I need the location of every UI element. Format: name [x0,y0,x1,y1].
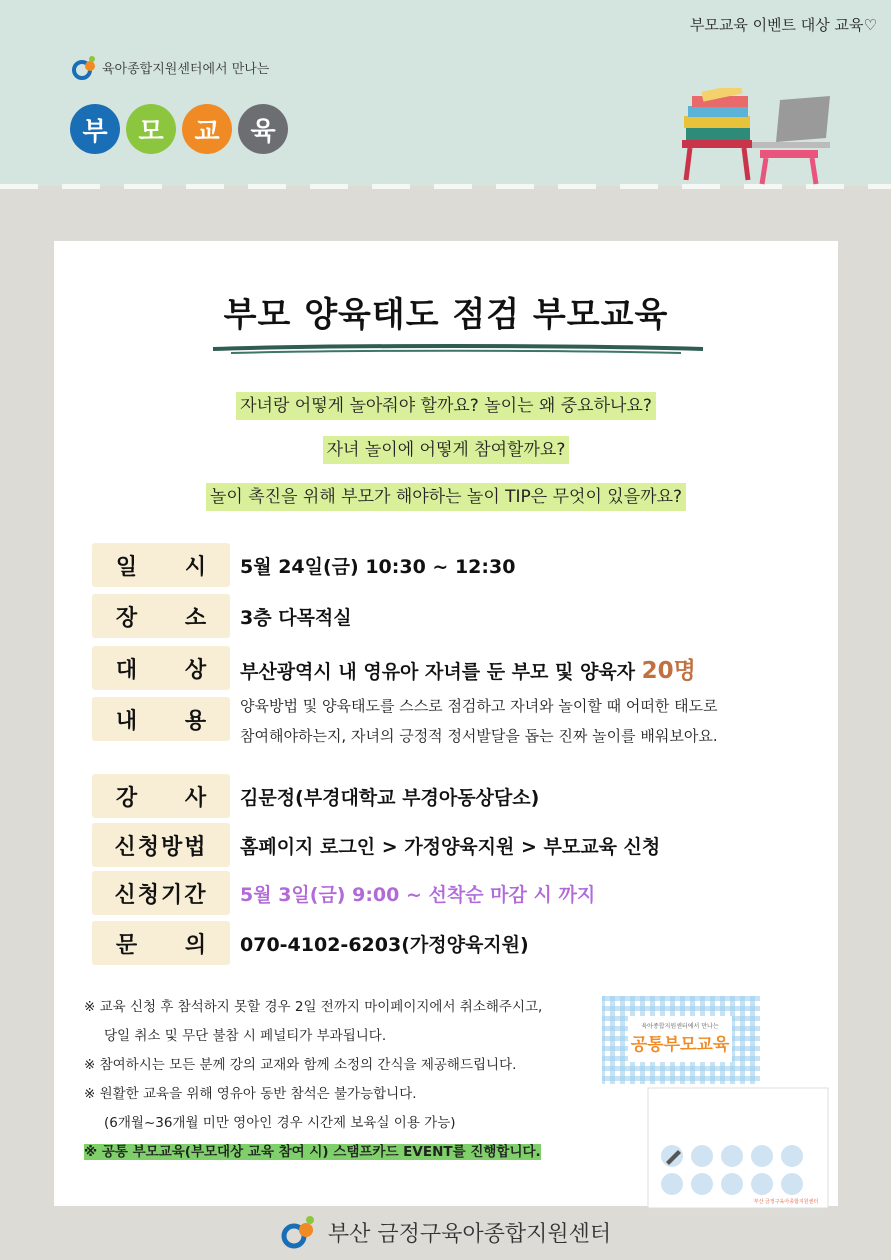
note-3: ※ 원활한 교육을 위해 영유아 동반 참석은 불가능합니다. [84,1086,417,1102]
method-label: 신청방법 [92,823,230,867]
detail-instructor [92,774,539,818]
detail-target [92,646,696,690]
title-underline [211,341,705,357]
question-2: 자녀 놀이에 어떻게 참여할까요? [54,435,838,460]
stamp-card-right-text: 부산 금정구육아종합지원센터 [753,1199,819,1205]
contact-label: 문 의 [92,921,230,965]
footer-center-name: 부산 금정구육아종합지원센터 [327,1221,612,1247]
question-3: 놀이 촉진을 위해 부모가 해야하는 놀이 TIP은 무엇이 있을까요? [54,482,838,507]
detail-contact [92,921,529,965]
detail-place [92,594,352,638]
brand-header [72,54,269,80]
place-value: 3층 다목적실 [240,606,352,629]
program-badges [70,104,288,154]
center-logo-icon [280,1215,320,1249]
detail-date [92,543,515,587]
date-label: 일 시 [92,543,230,587]
contact-value: 070-4102-6203(가정양육지원) [240,933,529,956]
place-label: 장 소 [92,594,230,638]
center-logo-icon [72,54,98,80]
date-value: 5월 24일(금) 10:30 ~ 12:30 [240,555,516,578]
question-1: 자녀랑 어떻게 놀아줘야 할까요? 놀이는 왜 중요하나요? [54,391,838,416]
stamp-card-title: 공통부모교육 [630,1035,730,1055]
target-label: 대 상 [92,646,230,690]
detail-period [92,871,595,915]
badge-gyo: 교 [182,104,232,154]
note-3-cont: (6개월~36개월 미만 영아인 경우 시간제 보육실 이용 가능) [104,1115,456,1131]
note-1-cont: 당일 취소 및 무단 불참 시 페널티가 부과됩니다. [104,1028,387,1044]
detail-method [92,823,660,867]
badge-bu: 부 [70,104,120,154]
brand-tagline: 육아종합지원센터에서 만나는 [102,61,270,77]
detail-content [92,697,718,751]
content-label: 내 용 [92,697,230,741]
instructor-value: 김문정(부경대학교 부경아동상담소) [240,786,540,809]
badge-mo: 모 [126,104,176,154]
note-2: ※ 참여하시는 모든 분께 강의 교재와 함께 소정의 간식을 제공해드립니다. [84,1057,517,1073]
notes-list [84,993,604,1167]
method-value: 홈페이지 로그인 > 가정양육지원 > 부모교육 신청 [240,835,661,858]
books-laptop-illustration [680,88,840,188]
target-count: 20명 [641,657,696,684]
note-1: ※ 교육 신청 후 참석하지 못할 경우 2일 전까지 마이페이지에서 취소해주시고, [84,999,543,1015]
badge-yuk: 육 [238,104,288,154]
event-tag: 부모교육 이벤트 대상 교육♡ [689,16,877,34]
stamp-card-top-text: 육아종합지원센터에서 만나는 [641,1023,719,1030]
target-value: 부산광역시 내 영유아 자녀를 둔 부모 및 양육자 20명 [240,657,696,684]
instructor-label: 강 사 [92,774,230,818]
note-event: ※ 공통 부모교육(부모대상 교육 참여 시) 스탬프카드 EVENT를 진행합니다. [84,1144,541,1160]
page-title: 부모 양육태도 점검 부모교육 [223,295,669,335]
content-card [54,241,838,1206]
footer [0,1212,891,1252]
stamp-card-image [600,996,830,1211]
period-value: 5월 3일(금) 9:00 ~ 선착순 마감 시 까지 [240,883,596,906]
period-label: 신청기간 [92,871,230,915]
content-value: 양육방법 및 양육태도를 스스로 점검하고 자녀와 놀이할 때 어떠한 태도로 참여해야하는지, 자녀의 긍정적 정서발달을 돕는 진짜 놀이를 배워보아요. [240,697,718,745]
